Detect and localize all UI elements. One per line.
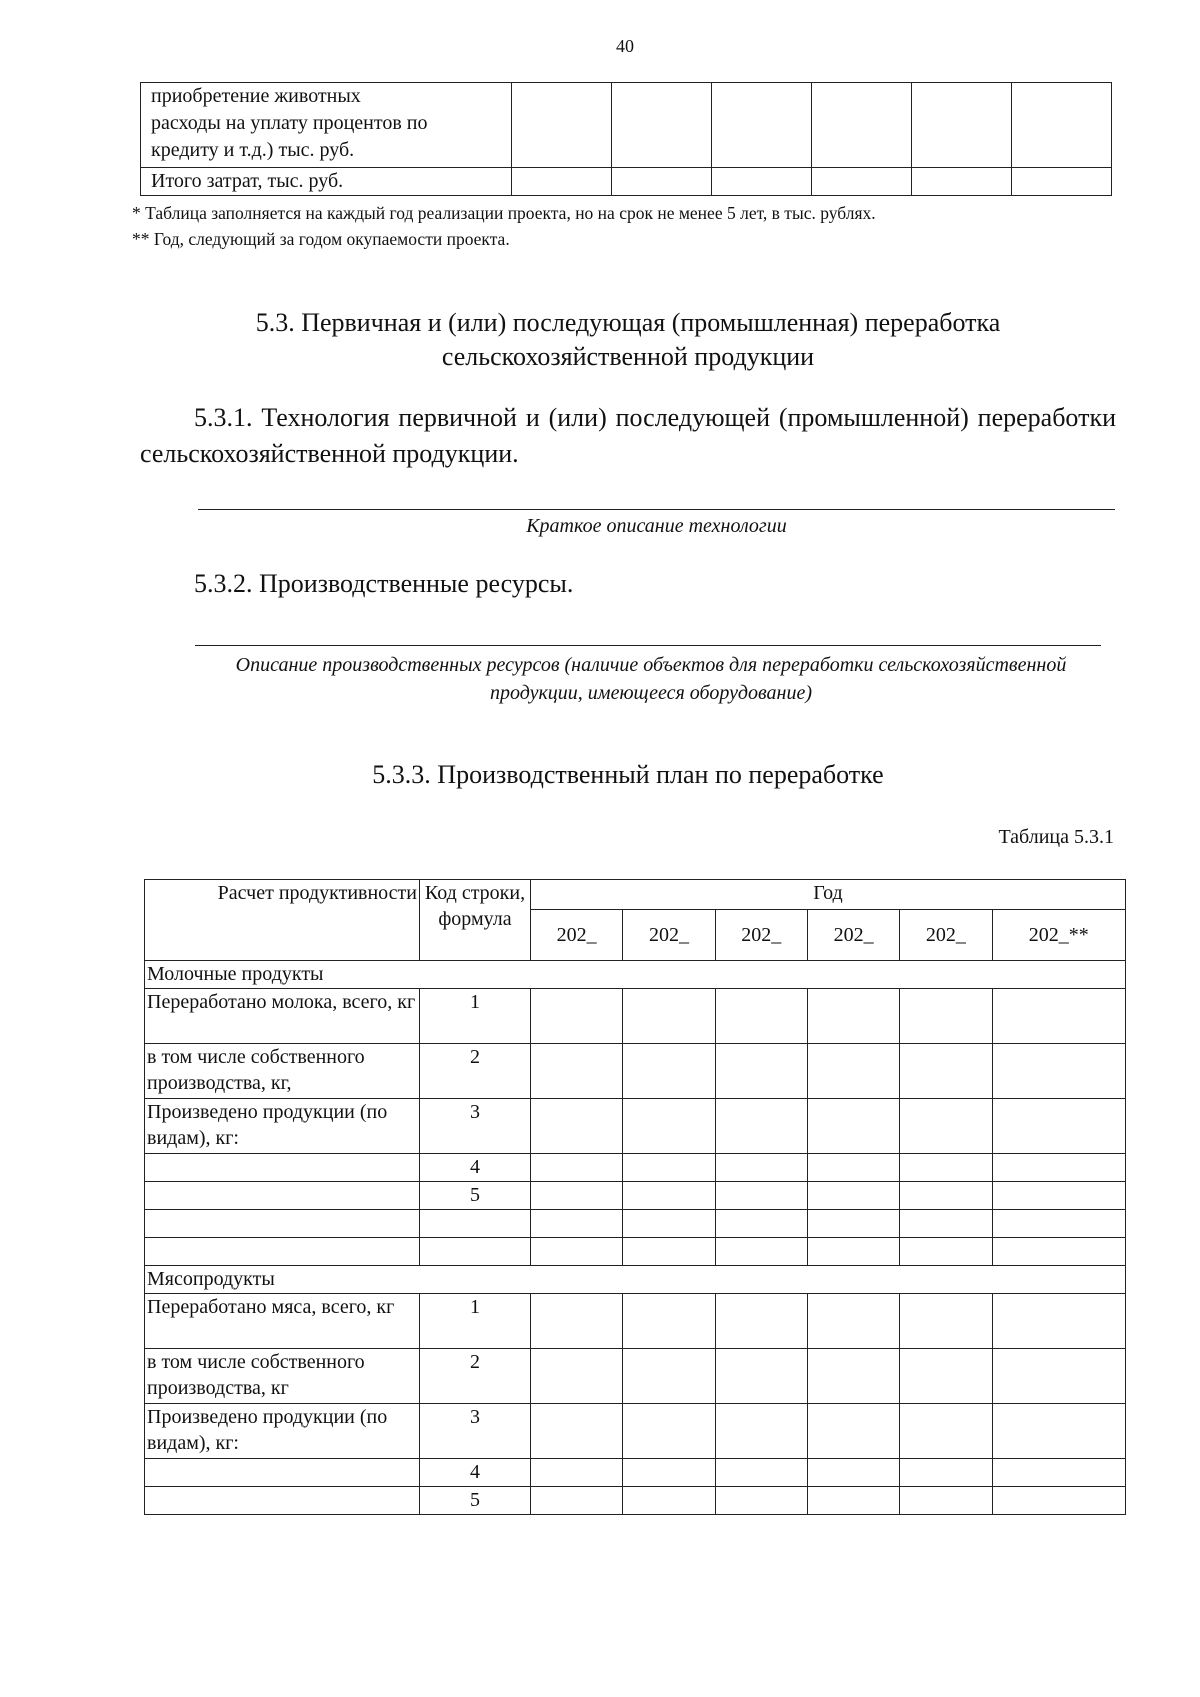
footnotes <box>132 200 1117 252</box>
table-row <box>145 1099 1126 1154</box>
table-row <box>145 989 1126 1044</box>
fill-line <box>198 509 1115 510</box>
table-cell <box>807 1210 899 1238</box>
table-cell <box>900 1044 992 1099</box>
row-label: Произведено продукции (по видам), кг: <box>145 1404 420 1459</box>
technology-caption: Краткое описание технологии <box>526 515 787 537</box>
table-cell <box>623 1349 715 1404</box>
header-year: Год <box>531 880 1126 910</box>
row-label <box>145 1487 420 1515</box>
row-code <box>420 1210 531 1238</box>
table-cell <box>807 1099 899 1154</box>
row-label: Произведено продукции (по видам), кг: <box>145 1099 420 1154</box>
table-cell <box>812 168 912 196</box>
row-code: 5 <box>420 1487 531 1515</box>
table-cell <box>531 1404 623 1459</box>
table-row <box>145 1154 1126 1182</box>
row-label <box>145 1238 420 1266</box>
table-cell <box>992 1154 1125 1182</box>
table-cell <box>531 1294 623 1349</box>
costs-table-continuation <box>140 82 1112 196</box>
table-cell <box>531 1182 623 1210</box>
year-header: 202_ <box>623 910 715 961</box>
footnote-2: ** Год, следующий за годом окупаемости проекта. <box>132 229 510 249</box>
table-cell <box>715 1238 807 1266</box>
year-header: 202_** <box>992 910 1125 961</box>
table-cell <box>715 1154 807 1182</box>
table-cell <box>715 1182 807 1210</box>
table-label: Таблица 5.3.1 <box>998 826 1114 848</box>
table-cell <box>531 1154 623 1182</box>
table-cell <box>612 83 712 168</box>
table-row <box>145 1404 1126 1459</box>
table-cell <box>531 1459 623 1487</box>
table-cell <box>612 168 712 196</box>
year-header: 202_ <box>531 910 623 961</box>
year-header: 202_ <box>715 910 807 961</box>
table-cell <box>623 1459 715 1487</box>
table-cell <box>531 989 623 1044</box>
table-cell <box>512 83 612 168</box>
table-cell <box>992 1182 1125 1210</box>
table-cell <box>623 989 715 1044</box>
table-cell <box>531 1099 623 1154</box>
table-cell <box>807 1294 899 1349</box>
table-cell <box>807 989 899 1044</box>
row-label <box>145 1459 420 1487</box>
table-cell <box>912 168 1012 196</box>
table-cell <box>900 1210 992 1238</box>
resources-caption: Описание производственных ресурсов (наличие объектов для переработки сельскохозяйственной продукции, имеющееся оборудование) <box>235 654 1067 704</box>
table-cell <box>992 1487 1125 1515</box>
production-plan-table <box>144 879 1126 1515</box>
table-cell <box>531 1487 623 1515</box>
table-cell <box>900 1182 992 1210</box>
page-number: 40 <box>616 36 634 56</box>
header-calc: Расчет продуктивности <box>145 880 420 961</box>
row-label: в том числе собственного производства, кг <box>145 1349 420 1404</box>
table-cell <box>992 1294 1125 1349</box>
row-code: 5 <box>420 1182 531 1210</box>
table-cell <box>992 989 1125 1044</box>
table-cell <box>623 1404 715 1459</box>
cell-line: расходы на уплату процентов по <box>151 112 428 134</box>
table-header-row <box>145 880 1126 910</box>
table-row <box>141 168 1112 196</box>
subsection-5-3-2: 5.3.2. Производственные ресурсы. <box>194 569 574 598</box>
table-cell <box>531 1238 623 1266</box>
table-cell <box>623 1154 715 1182</box>
row-label: Переработано молока, всего, кг <box>145 989 420 1044</box>
table-cell <box>1012 83 1112 168</box>
row-code: 3 <box>420 1404 531 1459</box>
table-cell <box>992 1459 1125 1487</box>
table-cell <box>807 1459 899 1487</box>
table-cell <box>715 1349 807 1404</box>
table-row <box>145 1238 1126 1266</box>
cell-line: кредиту и т.д.) тыс. руб. <box>151 139 355 161</box>
fill-line <box>195 645 1101 646</box>
table-cell <box>992 1099 1125 1154</box>
table-cell <box>623 1294 715 1349</box>
table-row <box>141 83 1112 168</box>
table-row <box>145 1210 1126 1238</box>
table-cell <box>992 1349 1125 1404</box>
row-label <box>145 1154 420 1182</box>
row-code: 2 <box>420 1349 531 1404</box>
table-row <box>145 1044 1126 1099</box>
year-header: 202_ <box>900 910 992 961</box>
row-label <box>145 1182 420 1210</box>
section-meat: Мясопродукты <box>145 1266 1126 1294</box>
table-row <box>145 1459 1126 1487</box>
table-cell <box>912 83 1012 168</box>
table-cell <box>900 1294 992 1349</box>
table-cell <box>807 1349 899 1404</box>
row-label: Переработано мяса, всего, кг <box>145 1294 420 1349</box>
table-cell-label <box>141 83 512 168</box>
table-cell <box>715 1404 807 1459</box>
table-cell <box>900 1459 992 1487</box>
table-cell <box>715 1210 807 1238</box>
table-cell <box>900 1404 992 1459</box>
row-label: в том числе собственного производства, кг, <box>145 1044 420 1099</box>
row-code <box>420 1238 531 1266</box>
table-cell <box>715 1294 807 1349</box>
table-cell <box>900 1154 992 1182</box>
table-cell <box>623 1182 715 1210</box>
subsection-5-3-3: 5.3.3. Производственный план по переработке <box>372 760 884 789</box>
table-cell <box>623 1487 715 1515</box>
table-cell <box>531 1044 623 1099</box>
table-cell <box>807 1154 899 1182</box>
table-cell <box>712 168 812 196</box>
row-code: 1 <box>420 989 531 1044</box>
table-section-row <box>145 1266 1126 1294</box>
table-cell <box>812 83 912 168</box>
row-code: 3 <box>420 1099 531 1154</box>
year-header: 202_ <box>807 910 899 961</box>
table-cell <box>531 1349 623 1404</box>
table-cell <box>623 1210 715 1238</box>
table-cell <box>807 1238 899 1266</box>
table-cell <box>900 989 992 1044</box>
table-row <box>145 1349 1126 1404</box>
table-cell <box>512 168 612 196</box>
table-cell <box>715 1099 807 1154</box>
table-row <box>145 1294 1126 1349</box>
table-cell <box>1012 168 1112 196</box>
footnote-1: * Таблица заполняется на каждый год реализации проекта, но на срок не менее 5 лет, в тыс. рублях. <box>132 203 876 223</box>
table-cell <box>992 1044 1125 1099</box>
row-label <box>145 1210 420 1238</box>
meat-rows <box>145 1294 1126 1515</box>
table-cell <box>715 1459 807 1487</box>
row-code: 2 <box>420 1044 531 1099</box>
table-cell <box>807 1044 899 1099</box>
table-cell <box>900 1349 992 1404</box>
cell-line: приобретение животных <box>151 85 361 107</box>
table-cell <box>992 1210 1125 1238</box>
table-cell <box>715 1044 807 1099</box>
table-cell <box>715 1487 807 1515</box>
row-code: 4 <box>420 1459 531 1487</box>
table-cell <box>712 83 812 168</box>
table-cell <box>807 1404 899 1459</box>
table-cell <box>531 1210 623 1238</box>
table-cell <box>900 1099 992 1154</box>
table-cell <box>807 1182 899 1210</box>
table-cell <box>715 989 807 1044</box>
table-cell <box>992 1238 1125 1266</box>
section-milk: Молочные продукты <box>145 961 1126 989</box>
table-cell <box>623 1238 715 1266</box>
subsection-5-3-1: 5.3.1. Технология первичной и (или) последующей (промышленной) переработки сельскохозяйственной продукции. <box>140 403 1116 468</box>
table-cell <box>900 1487 992 1515</box>
table-cell <box>623 1099 715 1154</box>
total-costs-label: Итого затрат, тыс. руб. <box>141 168 512 196</box>
table-cell <box>623 1044 715 1099</box>
header-code: Код строки, формула <box>420 880 531 961</box>
row-code: 4 <box>420 1154 531 1182</box>
section-title: 5.3. Первичная и (или) последующая (промышленная) переработка сельскохозяйственной продукции <box>255 308 1001 371</box>
table-cell <box>807 1487 899 1515</box>
table-section-row <box>145 961 1126 989</box>
table-row <box>145 1182 1126 1210</box>
table-row <box>145 1487 1126 1515</box>
row-code: 1 <box>420 1294 531 1349</box>
table-cell <box>900 1238 992 1266</box>
milk-rows <box>145 989 1126 1266</box>
table-cell <box>992 1404 1125 1459</box>
